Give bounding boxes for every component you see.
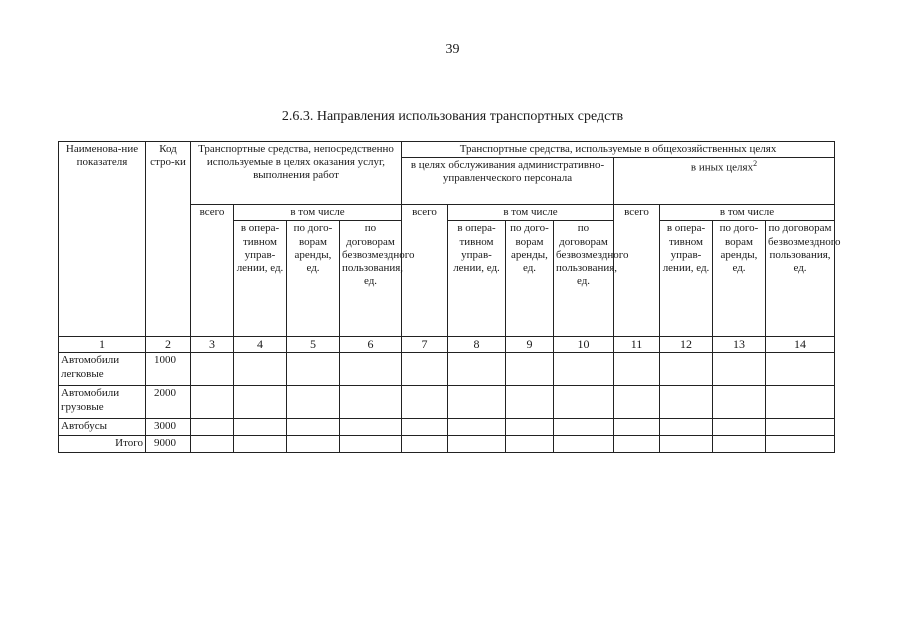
data-cell bbox=[402, 436, 448, 453]
data-cell bbox=[713, 436, 766, 453]
column-number: 12 bbox=[660, 337, 713, 353]
data-cell bbox=[402, 419, 448, 436]
data-cell bbox=[191, 353, 234, 386]
column-number: 7 bbox=[402, 337, 448, 353]
data-cell bbox=[340, 353, 402, 386]
row-name: Автомобили грузовые bbox=[59, 386, 146, 419]
column-number: 3 bbox=[191, 337, 234, 353]
table-row bbox=[59, 386, 835, 419]
data-cell bbox=[234, 386, 287, 419]
column-number: 10 bbox=[554, 337, 614, 353]
data-cell bbox=[340, 419, 402, 436]
header-oper-other: в опера-тивном управ-лении, ед. bbox=[660, 221, 713, 337]
header-lease-direct: по дого-ворам аренды, ед. bbox=[287, 221, 340, 337]
data-cell bbox=[340, 436, 402, 453]
data-cell bbox=[766, 386, 835, 419]
header-direct-use: Транспортные средства, непосредственно используемые в целях оказания услуг, выполнения работ bbox=[191, 142, 402, 205]
data-cell bbox=[660, 419, 713, 436]
header-incl-admin: в том числе bbox=[448, 205, 614, 221]
data-cell bbox=[614, 419, 660, 436]
data-cell bbox=[766, 353, 835, 386]
header-free-admin: по договорам безвозмездного пользования, ед. bbox=[554, 221, 614, 337]
table-row bbox=[59, 436, 835, 453]
usage-table bbox=[58, 141, 841, 453]
column-number: 11 bbox=[614, 337, 660, 353]
header-oper-direct: в опера-тивном управ-лении, ед. bbox=[234, 221, 287, 337]
data-cell bbox=[554, 386, 614, 419]
column-number: 2 bbox=[146, 337, 191, 353]
header-free-other: по договорам безвозмездного пользования, ед. bbox=[766, 221, 835, 337]
data-cell bbox=[191, 386, 234, 419]
data-cell bbox=[287, 386, 340, 419]
header-other-purpose bbox=[614, 158, 835, 205]
header-lease-other: по дого-ворам аренды, ед. bbox=[713, 221, 766, 337]
data-cell bbox=[766, 419, 835, 436]
data-cell bbox=[234, 353, 287, 386]
data-cell bbox=[287, 419, 340, 436]
data-cell bbox=[191, 419, 234, 436]
data-cell bbox=[506, 353, 554, 386]
data-cell bbox=[234, 419, 287, 436]
row-code: 3000 bbox=[146, 419, 191, 436]
data-cell bbox=[660, 353, 713, 386]
data-cell bbox=[506, 436, 554, 453]
column-number: 14 bbox=[766, 337, 835, 353]
data-cell bbox=[713, 353, 766, 386]
header-total-direct: всего bbox=[191, 205, 234, 337]
data-cell bbox=[287, 436, 340, 453]
table-row bbox=[59, 353, 835, 386]
row-name: Итого bbox=[59, 436, 146, 453]
data-cell bbox=[448, 419, 506, 436]
data-cell bbox=[402, 353, 448, 386]
data-cell bbox=[448, 436, 506, 453]
data-cell bbox=[506, 386, 554, 419]
data-cell bbox=[287, 353, 340, 386]
data-cell bbox=[234, 436, 287, 453]
column-number: 9 bbox=[506, 337, 554, 353]
data-cell bbox=[713, 419, 766, 436]
row-name: Автомобили легковые bbox=[59, 353, 146, 386]
data-cell bbox=[614, 353, 660, 386]
data-cell bbox=[614, 386, 660, 419]
data-cell bbox=[448, 386, 506, 419]
header-lease-admin: по дого-ворам аренды, ед. bbox=[506, 221, 554, 337]
row-code: 2000 bbox=[146, 386, 191, 419]
data-cell bbox=[660, 386, 713, 419]
header-total-admin: всего bbox=[402, 205, 448, 337]
header-oper-admin: в опера-тивном управ-лении, ед. bbox=[448, 221, 506, 337]
header-admin-purpose: в целях обслуживания административно-управленческого персонала bbox=[402, 158, 614, 205]
data-cell bbox=[402, 386, 448, 419]
header-code: Код стро-ки bbox=[146, 142, 191, 337]
data-cell bbox=[713, 386, 766, 419]
data-cell bbox=[554, 436, 614, 453]
column-number-row bbox=[59, 337, 835, 353]
data-cell bbox=[660, 436, 713, 453]
data-cell bbox=[614, 436, 660, 453]
data-cell bbox=[191, 436, 234, 453]
column-number: 4 bbox=[234, 337, 287, 353]
header-total-other: всего bbox=[614, 205, 660, 337]
column-number: 5 bbox=[287, 337, 340, 353]
column-number: 6 bbox=[340, 337, 402, 353]
data-cell bbox=[554, 353, 614, 386]
column-number: 1 bbox=[59, 337, 146, 353]
header-incl-other: в том числе bbox=[660, 205, 835, 221]
table-title: 2.6.3. Направления использования транспортных средств bbox=[281, 109, 624, 124]
header-incl-direct: в том числе bbox=[234, 205, 402, 221]
row-code: 1000 bbox=[146, 353, 191, 386]
data-cell bbox=[448, 353, 506, 386]
header-other-label: в иных целях bbox=[690, 161, 754, 174]
row-name: Автобусы bbox=[59, 419, 146, 436]
table-row bbox=[59, 419, 835, 436]
footnote-marker: 2 bbox=[753, 159, 758, 169]
data-cell bbox=[340, 386, 402, 419]
column-number: 8 bbox=[448, 337, 506, 353]
header-free-direct: по договорам безвозмездного пользования, ед. bbox=[340, 221, 402, 337]
header-name: Наименова-ние показателя bbox=[59, 142, 146, 337]
row-code: 9000 bbox=[146, 436, 191, 453]
data-cell bbox=[554, 419, 614, 436]
header-general-use: Транспортные средства, используемые в общехозяйственных целях bbox=[402, 142, 835, 158]
page-number: 39 bbox=[445, 42, 460, 57]
data-cell bbox=[766, 436, 835, 453]
data-cell bbox=[506, 419, 554, 436]
column-number: 13 bbox=[713, 337, 766, 353]
